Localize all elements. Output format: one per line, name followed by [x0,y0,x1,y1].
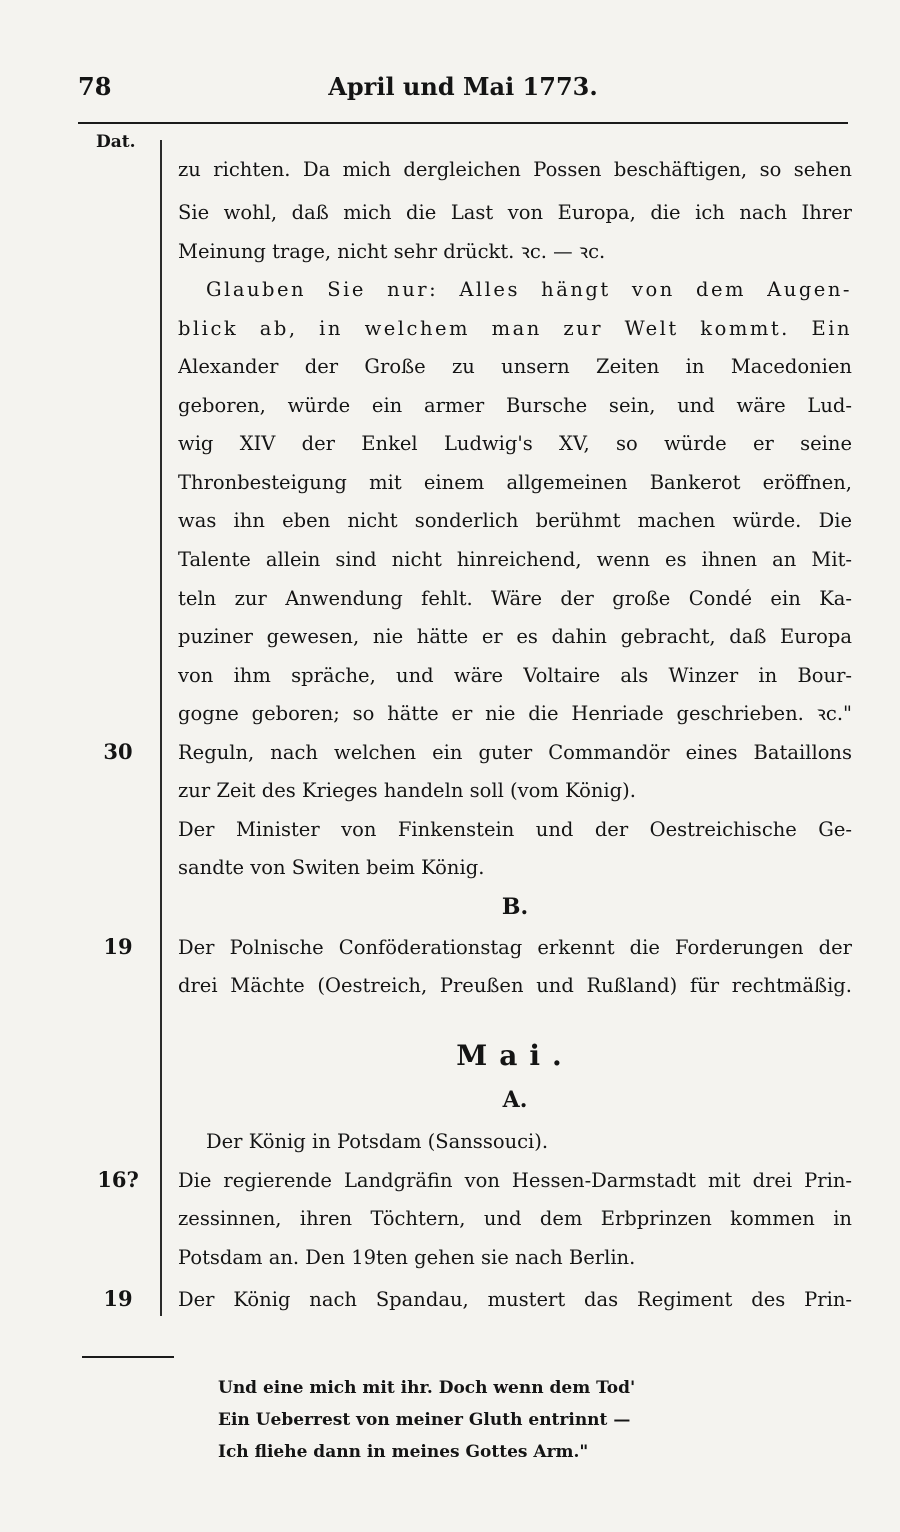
text-line [0,424,900,464]
page-header [78,72,848,112]
date-cell: 30 [103,739,133,764]
text-line [0,1161,900,1201]
text-line [0,270,900,310]
text-line [0,848,900,888]
line-text: Die regierende Landgräfin von Hessen-Darmstadt mit drei Prin- [178,1169,852,1192]
text-line [0,386,900,426]
line-text: zessinnen, ihren Töchtern, und dem Erbprinzen kommen in [178,1207,852,1230]
line-text: was ihn eben nicht sonderlich berühmt machen würde. Die [178,509,852,532]
line-text: Mai. [456,1039,574,1072]
line-text: gogne geboren; so hätte er nie die Henriade geschrieben. ꝛc." [178,702,852,725]
line-text: Der Minister von Finkenstein und der Oestreichische Ge- [178,818,852,841]
section-heading [0,1080,900,1120]
line-text: Thronbesteigung mit einem allgemeinen Bankerot eröffnen, [178,471,852,494]
footnote-line: Und eine mich mit ihr. Doch wenn dem Tod' [218,1378,636,1398]
line-text: Talente allein sind nicht hinreichend, wenn es ihnen an Mit- [178,548,852,571]
text-line [0,1280,900,1320]
page-number: 78 [78,72,112,101]
line-text: zur Zeit des Krieges handeln soll (vom König). [178,779,636,802]
text-line [0,694,900,734]
header-rule [78,122,848,124]
text-line [0,501,900,541]
line-text: Der Polnische Conföderationstag erkennt die Forderungen der [178,936,852,959]
text-line [0,1238,900,1278]
text-line [0,733,900,773]
line-text: Glauben Sie nur: Alles hängt von dem Augen- [206,278,852,301]
line-text: B. [501,894,529,920]
section-heading [0,887,900,927]
text-line [0,810,900,850]
line-text: drei Mächte (Oestreich, Preußen und Rußland) für rechtmäßig. [178,974,852,997]
text-line [0,540,900,580]
text-line [0,771,900,811]
date-cell: 19 [103,1286,133,1311]
line-text: teln zur Anwendung fehlt. Wäre der große Condé ein Ka- [178,587,852,610]
line-text: Alexander der Große zu unsern Zeiten in Macedonien [178,355,852,378]
line-text: Der König in Potsdam (Sanssouci). [206,1130,549,1153]
line-text: A. [502,1087,528,1113]
line-text: zu richten. Da mich dergleichen Possen beschäftigen, so sehen [178,158,852,181]
line-text: Meinung trage, nicht sehr drückt. ꝛc. — ꝛc. [178,240,606,263]
text-line [0,309,900,349]
line-text: Reguln, nach welchen ein guter Commandör eines Bataillons [178,741,852,764]
text-line [0,966,900,1006]
month-heading [0,1036,900,1076]
running-title: April und Mai 1773. [328,72,598,101]
line-text: von ihm spräche, und wäre Voltaire als Winzer in Bour- [178,664,852,687]
line-text: geboren, würde ein armer Bursche sein, und wäre Lud- [178,394,852,417]
text-line [0,1122,900,1162]
date-column-label: Dat. [96,132,136,152]
line-text: blick ab, in welchem man zur Welt kommt. Ein [178,317,852,340]
date-cell: 19 [103,934,133,959]
line-text: Sie wohl, daß mich die Last von Europa, die ich nach Ihrer [178,201,852,224]
text-line [0,656,900,696]
line-text: Potsdam an. Den 19ten gehen sie nach Berlin. [178,1246,636,1269]
text-line [0,463,900,503]
footnote-line: Ein Ueberrest von meiner Gluth entrinnt — [218,1410,631,1430]
text-line [0,150,900,190]
text-line [0,347,900,387]
line-text: wig XIV der Enkel Ludwig's XV, so würde er seine [178,432,852,455]
date-cell: 16? [97,1167,139,1192]
text-line [0,579,900,619]
text-line [0,617,900,657]
text-line [0,928,900,968]
line-text: Der König nach Spandau, mustert das Regiment des Prin- [178,1288,852,1311]
text-line [0,232,900,272]
text-line [0,1199,900,1239]
footnote-line: Ich fliehe dann in meines Gottes Arm." [218,1442,589,1462]
text-line [0,193,900,233]
line-text: sandte von Switen beim König. [178,856,485,879]
footnote-rule [82,1356,174,1358]
line-text: puziner gewesen, nie hätte er es dahin gebracht, daß Europa [178,625,852,648]
